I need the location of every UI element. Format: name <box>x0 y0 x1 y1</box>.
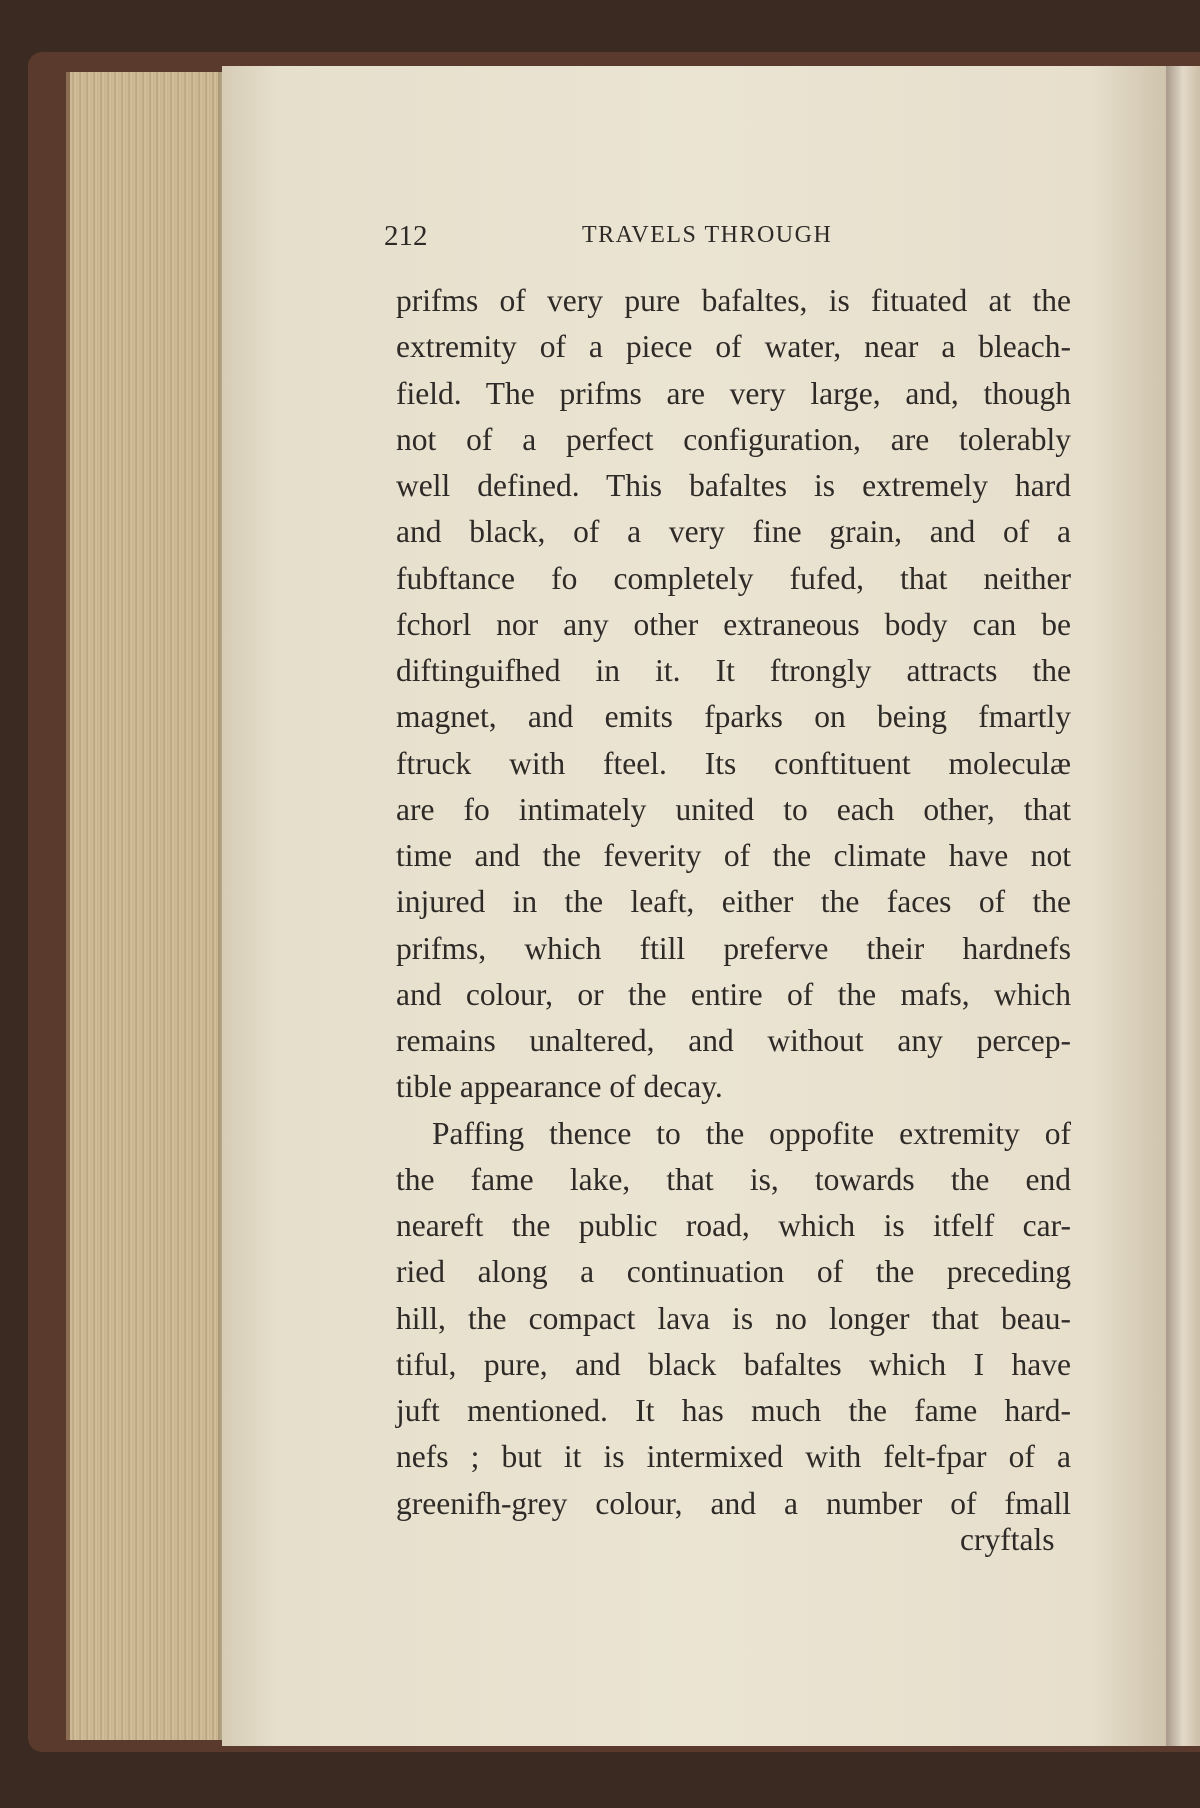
text-line: prifms, which ftill preferve their hardnefs <box>396 930 1071 966</box>
text-line: greenifh-grey colour, and a number of fmall <box>396 1485 1071 1521</box>
text-line: the fame lake, that is, towards the end <box>396 1161 1071 1197</box>
text-line: magnet, and emits fparks on being fmartly <box>396 699 1071 735</box>
text-line: juft mentioned. It has much the fame hard- <box>396 1393 1071 1428</box>
text-line: hill, the compact lava is no longer that beau- <box>396 1300 1071 1336</box>
text-line: extremity of a piece of water, near a bleach- <box>396 329 1071 365</box>
text-line: ried along a continuation of the preceding <box>396 1254 1071 1290</box>
text-line: injured in the leaft, either the faces of the <box>396 884 1071 920</box>
text-line: Paffing thence to the oppofite extremity of <box>432 1115 1071 1151</box>
text-line: not of a perfect configuration, are tolerably <box>396 421 1071 457</box>
text-line: prifms of very pure bafaltes, is fituated at the <box>396 283 1071 318</box>
text-line: field. The prifms are very large, and, though <box>396 375 1071 411</box>
text-line: well defined. This bafaltes is extremely hard <box>396 468 1071 503</box>
text-line: diftinguifhed in it. It ftrongly attracts the <box>396 653 1071 688</box>
text-line: neareft the public road, which is itfelf car- <box>396 1208 1071 1243</box>
text-line: and colour, or the entire of the mafs, which <box>396 976 1071 1012</box>
catchword: cryftals <box>960 1522 1055 1557</box>
page-number: 212 <box>384 220 428 252</box>
page-edges <box>66 72 230 1740</box>
text-line: fubftance fo completely fufed, that neither <box>396 560 1071 596</box>
text-line: ftruck with fteel. Its conftituent moleculæ <box>396 745 1071 781</box>
text-line: tible appearance of decay. <box>396 1069 723 1105</box>
text-line: are fo intimately united to each other, that <box>396 791 1071 827</box>
text-line: nefs ; but it is intermixed with felt-fpar of a <box>396 1439 1071 1475</box>
body-text <box>396 278 1071 1527</box>
text-line: time and the feverity of the climate have not <box>396 838 1071 873</box>
text-line: tiful, pure, and black bafaltes which I have <box>396 1346 1071 1382</box>
facing-page-edge <box>1166 66 1200 1746</box>
text-line: fchorl nor any other extraneous body can be <box>396 606 1071 642</box>
text-line: remains unaltered, and without any percep- <box>396 1023 1071 1058</box>
running-head <box>384 220 1084 260</box>
text-line: and black, of a very fine grain, and of a <box>396 514 1071 550</box>
running-title: TRAVELS THROUGH <box>582 222 833 248</box>
